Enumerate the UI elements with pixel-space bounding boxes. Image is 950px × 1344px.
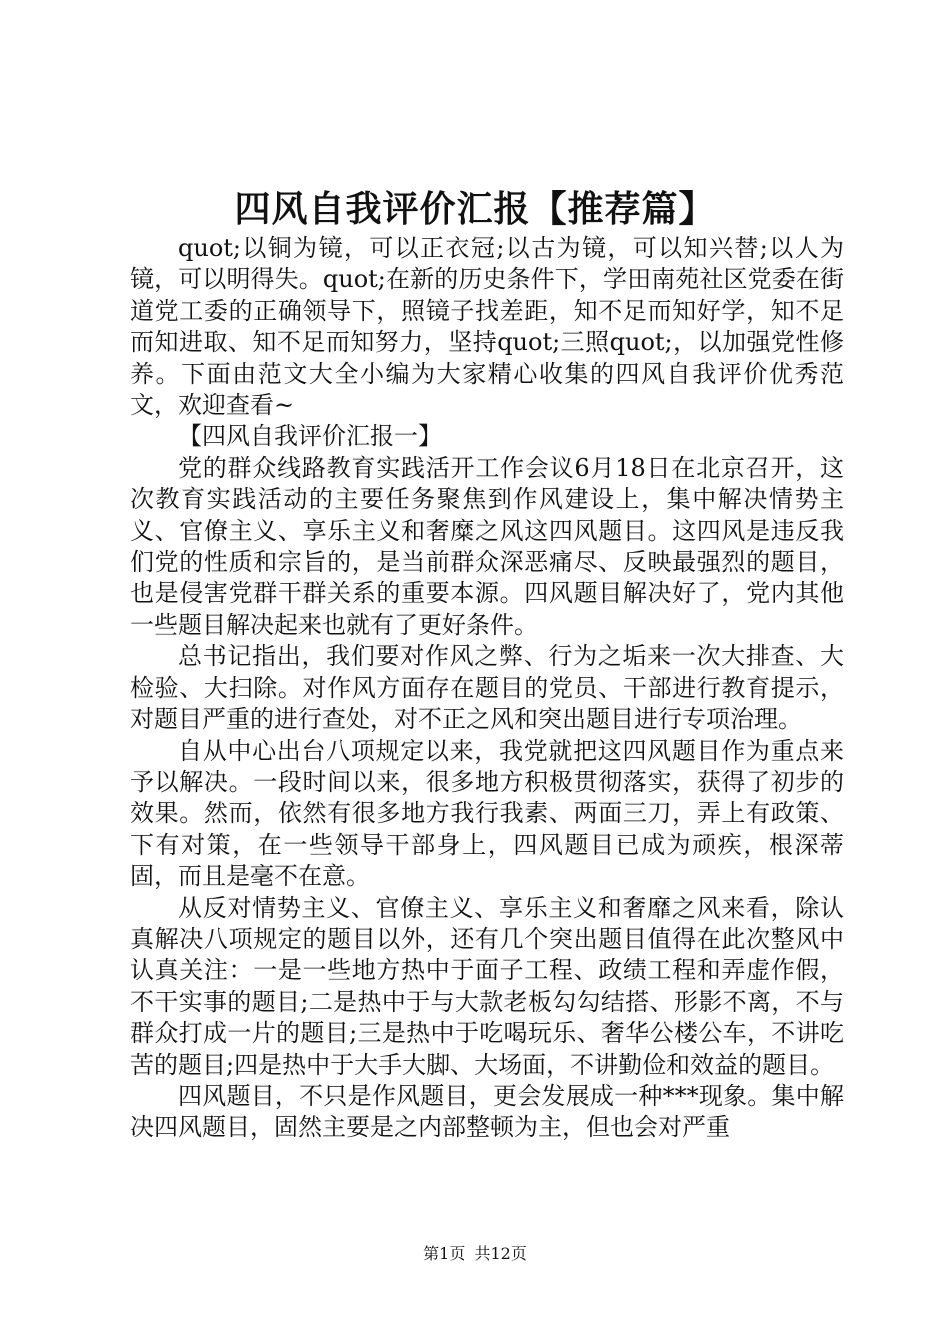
page-total: 共12页 xyxy=(474,1244,527,1263)
page-number: 第1页 xyxy=(423,1244,466,1263)
paragraph: 自从中心出台八项规定以来，我党就把这四风题目作为重点来予以解决。一段时间以来，很多地方积极贯彻落实，获得了初步的效果。然而，依然有很多地方我行我素、两面三刀，弄上有政策、下有对策，在一些领导干部身上，四风题目已成为顽疾，根深蒂固，而且是毫不在意。 xyxy=(130,736,844,891)
paragraph-intro: quot;以铜为镜，可以正衣冠;以古为镜，可以知兴替;以人为镜，可以明得失。quot;在新的历史条件下，学田南苑社区党委在街道党工委的正确领导下，照镜子找差距，知不足而知好学，知不足而知进取、知不足而知努力，坚持quot;三照quot;，以加强党性修养。下面由范文大全小编为大家精心收集的四风自我评价优秀范文，欢迎查看~ xyxy=(130,234,844,420)
document-body xyxy=(130,233,844,1144)
paragraph: 总书记指出，我们要对作风之弊、行为之垢来一次大排查、大检验、大扫除。对作风方面存在题目的党员、干部进行教育提示，对题目严重的进行查处，对不正之风和突出题目进行专项治理。 xyxy=(130,642,844,734)
document-title: 四风自我评价汇报【推荐篇】 xyxy=(234,188,716,230)
paragraph: 从反对情势主义、官僚主义、享乐主义和奢靡之风来看，除认真解决八项规定的题目以外，还有几个突出题目值得在此次整风中认真关注：一是一些地方热中于面子工程、政绩工程和弄虚作假，不干实事的题目;二是热中于与大款老板勾勾结搭、形影不离，不与群众打成一片的题目;三是热中于吃喝玩乐、奢华公楼公车，不讲吃苦的题目;四是热中于大手大脚、大场面，不讲勤俭和效益的题目。 xyxy=(130,893,844,1079)
section-heading: 【四风自我评价汇报一】 xyxy=(178,422,442,451)
paragraph: 四风题目，不只是作风题目，更会发展成一种***现象。集中解决四风题目，固然主要是之内部整顿为主，但也会对严重 xyxy=(130,1081,844,1142)
paragraph: 党的群众线路教育实践活开工作会议6月18日在北京召开，这次教育实践活动的主要任务聚焦到作风建设上，集中解决情势主义、官僚主义、享乐主义和奢糜之风这四风题目。这四风是违反我们党的性质和宗旨的，是当前群众深恶痛尽、反映最强烈的题目，也是侵害党群干群关系的重要本源。四风题目解决好了，党内其他一些题目解决起来也就有了更好条件。 xyxy=(130,453,844,639)
page-footer xyxy=(0,1243,950,1265)
